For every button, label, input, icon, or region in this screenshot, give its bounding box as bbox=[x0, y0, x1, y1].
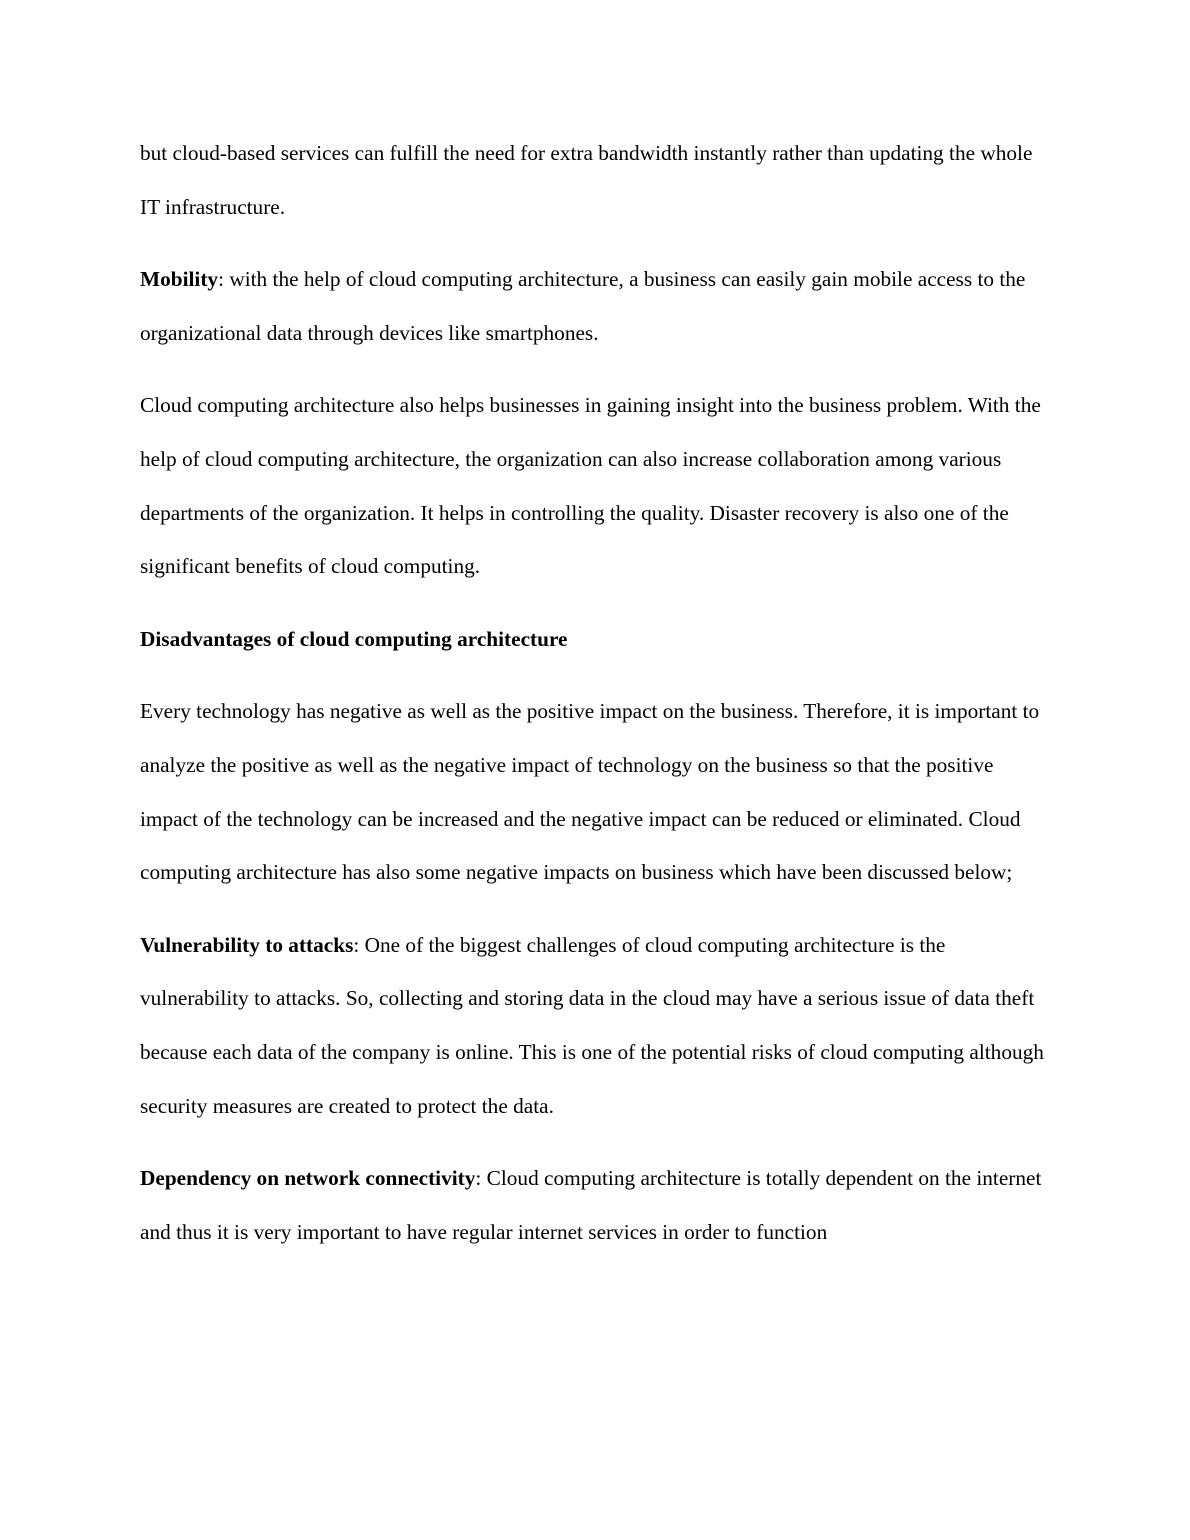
paragraph-text: but cloud-based services can fulfill the need for extra bandwidth instantly rather than updating the whole IT infrastructure. bbox=[140, 141, 1033, 219]
paragraph-lead: Mobility bbox=[140, 267, 219, 292]
paragraph-insight bbox=[140, 379, 1050, 593]
paragraph-text: Every technology has negative as well as the positive impact on the business. Therefore, it is important to analyze the positive as well as the negative impact of technology on the business so that the positive impact of the technology can be increased and the negative impact can be reduced or eliminated. Cloud computing architecture has also some negative impacts on business which have been discussed below; bbox=[140, 699, 1040, 885]
paragraph-bandwidth bbox=[140, 127, 1050, 234]
section-heading: Disadvantages of cloud computing architecture bbox=[140, 626, 568, 651]
paragraph-text: : with the help of cloud computing architecture, a business can easily gain mobile access to the organizational data through devices like smartphones. bbox=[140, 267, 1026, 345]
paragraph-dependency bbox=[140, 1152, 1050, 1259]
paragraph-lead: Vulnerability to attacks bbox=[140, 932, 354, 957]
paragraph-mobility bbox=[140, 253, 1050, 360]
paragraph-text: : One of the biggest challenges of cloud computing architecture is the vulnerability to attacks. So, collecting and storing data in the cloud may have a serious issue of data theft because each data of the company is online. This is one of the potential risks of cloud computing although security measures are created to protect the data. bbox=[140, 932, 1044, 1118]
paragraph-vulnerability bbox=[140, 919, 1050, 1133]
paragraph-lead: Dependency on network connectivity bbox=[140, 1166, 476, 1191]
paragraph-every-technology bbox=[140, 685, 1050, 899]
paragraph-text: Cloud computing architecture also helps businesses in gaining insight into the business problem. With the help of cloud computing architecture, the organization can also increase collaboration among various departments of the organization. It helps in controlling the quality. Disaster recovery is also one of the significant benefits of cloud computing. bbox=[140, 393, 1041, 579]
paragraph-text: : Cloud computing architecture is totally dependent on the internet and thus it is very important to have regular internet services in order to function bbox=[140, 1166, 1042, 1244]
